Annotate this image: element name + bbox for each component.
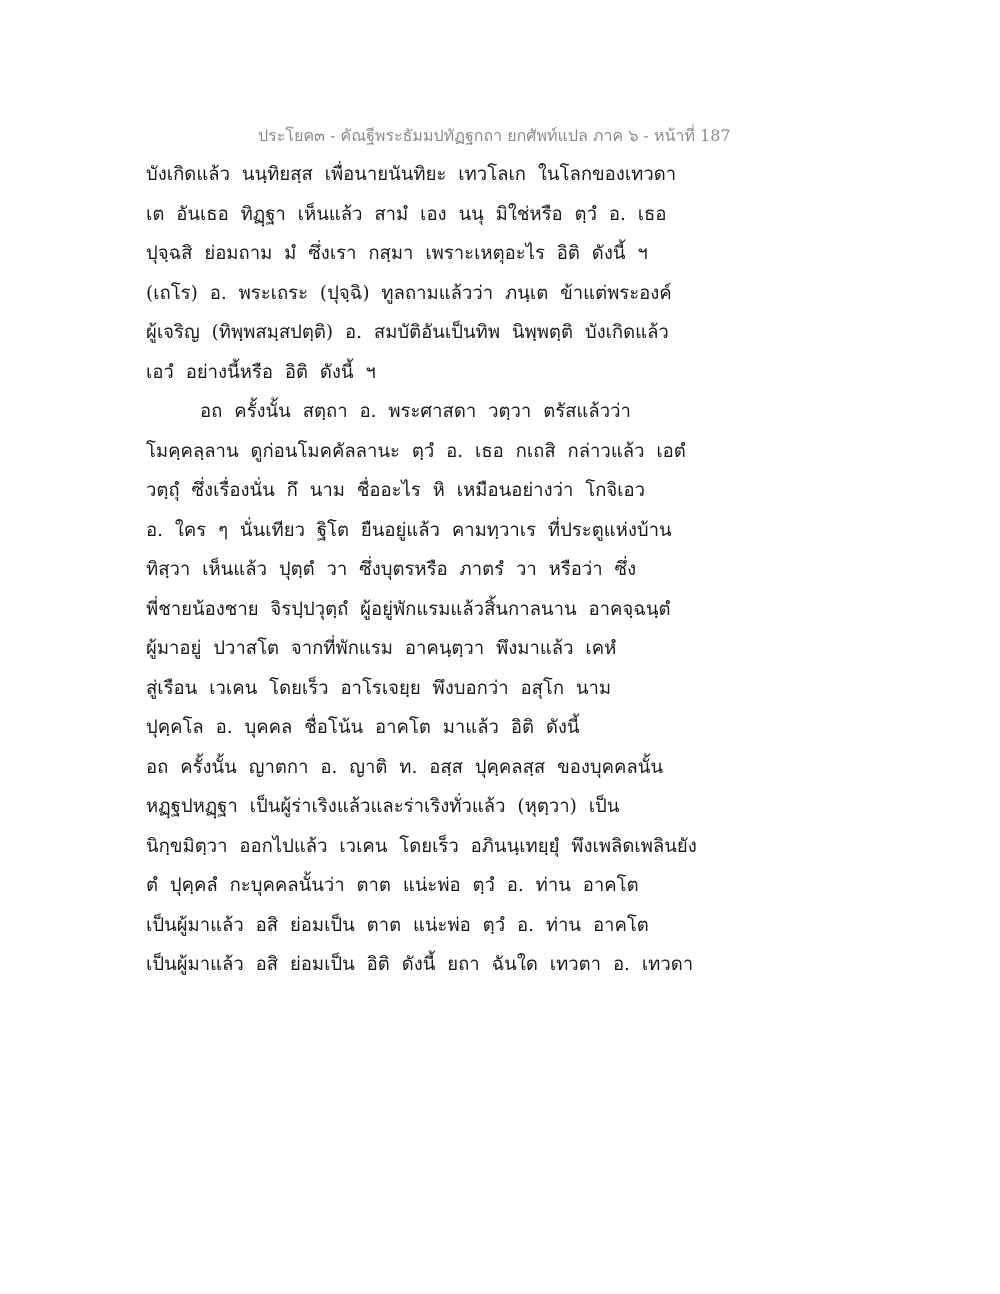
- text-line-14: สู่เรือน เวเคน โดยเร็ว อาโรเจยฺย พึงบอกว่า อสุโก นาม: [146, 677, 612, 699]
- page-header: ประโยค๓ - คัณฐีพระธัมมปทัฏฐกถา ยกศัพท์แปล ภาค ๖ - หน้าที่ 187: [258, 126, 731, 145]
- text-line-19: ตํ ปุคฺคลํ กะบุคคลนั้นว่า ตาต แน่ะพ่อ ตฺวํ อ. ท่าน อาคโต: [146, 875, 639, 896]
- text-line-21: เป็นผู้มาแล้ว อสิ ย่อมเป็น อิติ ดังนี้ ยถา ฉันใด เทวตา อ. เทวดา: [146, 954, 694, 975]
- text-line-16: อถ ครั้งนั้น ญาตกา อ. ญาติ ท. อสฺส ปุคฺคลสฺส ของบุคคลนั้น: [146, 756, 664, 778]
- text-line-4: (เถโร) อ. พระเถระ (ปุจฺฉิ) ทูลถามแล้วว่า ภนฺเต ข้าแต่พระองค์: [146, 282, 672, 304]
- body-text: [146, 155, 746, 985]
- text-line-3: ปุจฺฉสิ ย่อมถาม มํ ซึ่งเรา กสฺมา เพราะเหตุอะไร อิติ ดังนี้ ฯ: [146, 243, 648, 264]
- text-line-1: บังเกิดแล้ว นนฺทิยสฺส เพื่อนายนันทิยะ เทวโลเก ในโลกของเทวดา: [146, 164, 677, 185]
- text-line-13: ผู้มาอยู่ ปวาสโต จากที่พักแรม อาคนฺตฺวา พึงมาแล้ว เคหํ: [146, 638, 617, 659]
- text-line-20: เป็นผู้มาแล้ว อสิ ย่อมเป็น ตาต แน่ะพ่อ ตฺวํ อ. ท่าน อาคโต: [146, 914, 649, 936]
- text-line-17: หฏฺฐปหฏฺฐา เป็นผู้ร่าเริงแล้วและร่าเริงทั่วแล้ว (หุตฺวา) เป็น: [146, 796, 620, 817]
- text-line-10: อ. ใคร ๆ นั่นเทียว ฐิโต ยืนอยู่แล้ว คามทฺวาเร ที่ประตูแห่งบ้าน: [146, 519, 672, 541]
- text-line-11: ทิสฺวา เห็นแล้ว ปุตฺตํ วา ซึ่งบุตรหรือ ภาตรํ วา หรือว่า ซึ่ง: [146, 559, 637, 580]
- text-line-15: ปุคฺคโล อ. บุคคล ชื่อโน้น อาคโต มาแล้ว อิติ ดังนี้: [146, 717, 580, 738]
- text-line-12: พี่ชายน้องชาย จิรปฺปวุตฺถํ ผู้อยู่พักแรมแล้วสิ้นกาลนาน อาคจฺฉนฺตํ: [146, 598, 671, 620]
- text-line-9: วตฺถุํ ซึ่งเรื่องนั่น กึ นาม ชื่ออะไร หิ เหมือนอย่างว่า โกจิเอว: [146, 480, 646, 501]
- text-line-6: เอวํ อย่างนี้หรือ อิติ ดังนี้ ฯ: [146, 361, 376, 383]
- text-line-8: โมคฺคลฺลาน ดูก่อนโมคคัลลานะ ตฺวํ อ. เธอ กเถสิ กล่าวแล้ว เอตํ: [146, 440, 686, 462]
- text-line-7: อถ ครั้งนั้น สตฺถา อ. พระศาสดา วตฺวา ตรัสแล้วว่า: [200, 401, 631, 422]
- text-line-2: เต อันเธอ ทิฏฺฐา เห็นแล้ว สามํ เอง นนุ มิใช่หรือ ตฺวํ อ. เธอ: [146, 203, 667, 225]
- text-line-18: นิกฺขมิตฺวา ออกไปแล้ว เวเคน โดยเร็ว อภินนฺเทยฺยุํ พึงเพลิดเพลินยัง: [146, 835, 697, 857]
- text-line-5: ผู้เจริญ (ทิพฺพสมฺสปตฺติ) อ. สมบัติอันเป็นทิพ นิพฺพตฺติ บังเกิดแล้ว: [146, 322, 669, 343]
